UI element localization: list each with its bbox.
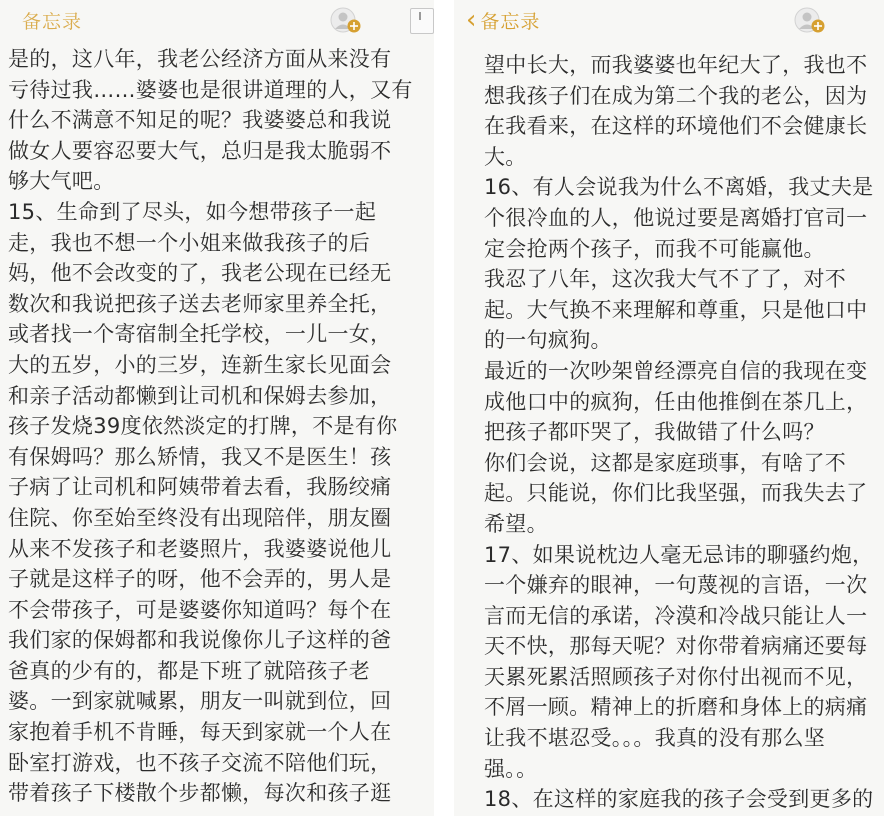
left-notes-screen [0,0,434,816]
person-add-icon[interactable] [794,7,828,35]
back-button-notes[interactable]: 备忘录 [480,10,541,33]
right-notes-screen [454,0,884,816]
note-body-text[interactable]: 望中长大，而我婆婆也年纪大了，我也不 想我孩子们在成为第二个我的老公，因为 在我看来，在这样的环境他们不会健康长 大。 16、有人会说我为什么不离婚，我丈夫是 个很冷血的人，他说过要是离婚打官司一 定会抢两个孩子，而我不可能赢他。 我忍了八年，这次我大气不了了，对不 起。大气换不来理解和尊重，只是他口中 的一句疯狗。 最近的一次吵架曾经漂亮自信的我现在变 成他口中的疯狗，任由他推倒在茶几上， 把孩子都吓哭了，我做错了什么吗？ 你们会说，这都是家庭琐事，有啥了不 起。只能说，你们比我坚强，而我失去了 希望。 17、如果说枕边人毫无忌讳的聊骚约炮， 一个嫌弃的眼神，一句蔑视的言语，一次 言而无信的承诺，冷漠和冷战只能让人一 天不快，那每天呢？对你带着病痛还要每 天累死累活照顾孩子对你付出视而不见， 不屑一顾。精神上的折磨和身体上的病痛 让我不堪忍受。。。我真的没有那么坚 强。。 18、在这样的家庭我的孩子会受到更多的 [484,53,874,812]
back-button-notes[interactable]: 备忘录 [22,10,83,33]
person-add-icon[interactable] [330,7,364,35]
navigation-bar [0,0,434,40]
note-body-text[interactable]: 是的，这八年，我老公经济方面从来没有 亏待过我……婆婆也是很讲道理的人，又有 什么不满意不知足的呢？我婆婆总和我说 做女人要容忍要大气，总归是我太脆弱不 够大气吧。 15、生命到了尽头，如今想带孩子一起 走，我也不想一个小姐来做我孩子的后 妈，他不会改变的了，我老公现在已经无 数次和我说把孩子送去老师家里养全托， 或者找一个寄宿制全托学校，一儿一女， 大的五岁，小的三岁，连新生家长见面会 和亲子活动都懒到让司机和保姆去参加， 孩子发烧39度依然淡定的打牌，不是有你 有保姆吗？那么矫情，我又不是医生！孩 子病了让司机和阿姨带着去看，我肠绞痛 住院、你至始至终没有出现陪伴，朋友圈 从来不发孩子和老婆照片，我婆婆说他儿 子就是这样子的呀，他不会弄的，男人是 不会带孩子，可是婆婆你知道吗？每个在 我们家的保姆都和我说像你儿子这样的爸 爸真的少有的，都是下班了就陪孩子老 婆。一到家就喊累，朋友一叫就到位，回 家抱着手机不肯睡，每天到家就一个人在 卧室打游戏，也不孩子交流不陪他们玩， 带着孩子下楼散个步都懒，每次和孩子逛 [8,47,413,806]
compose-icon[interactable] [410,8,434,34]
chevron-left-icon[interactable]: ‹ [466,5,477,35]
